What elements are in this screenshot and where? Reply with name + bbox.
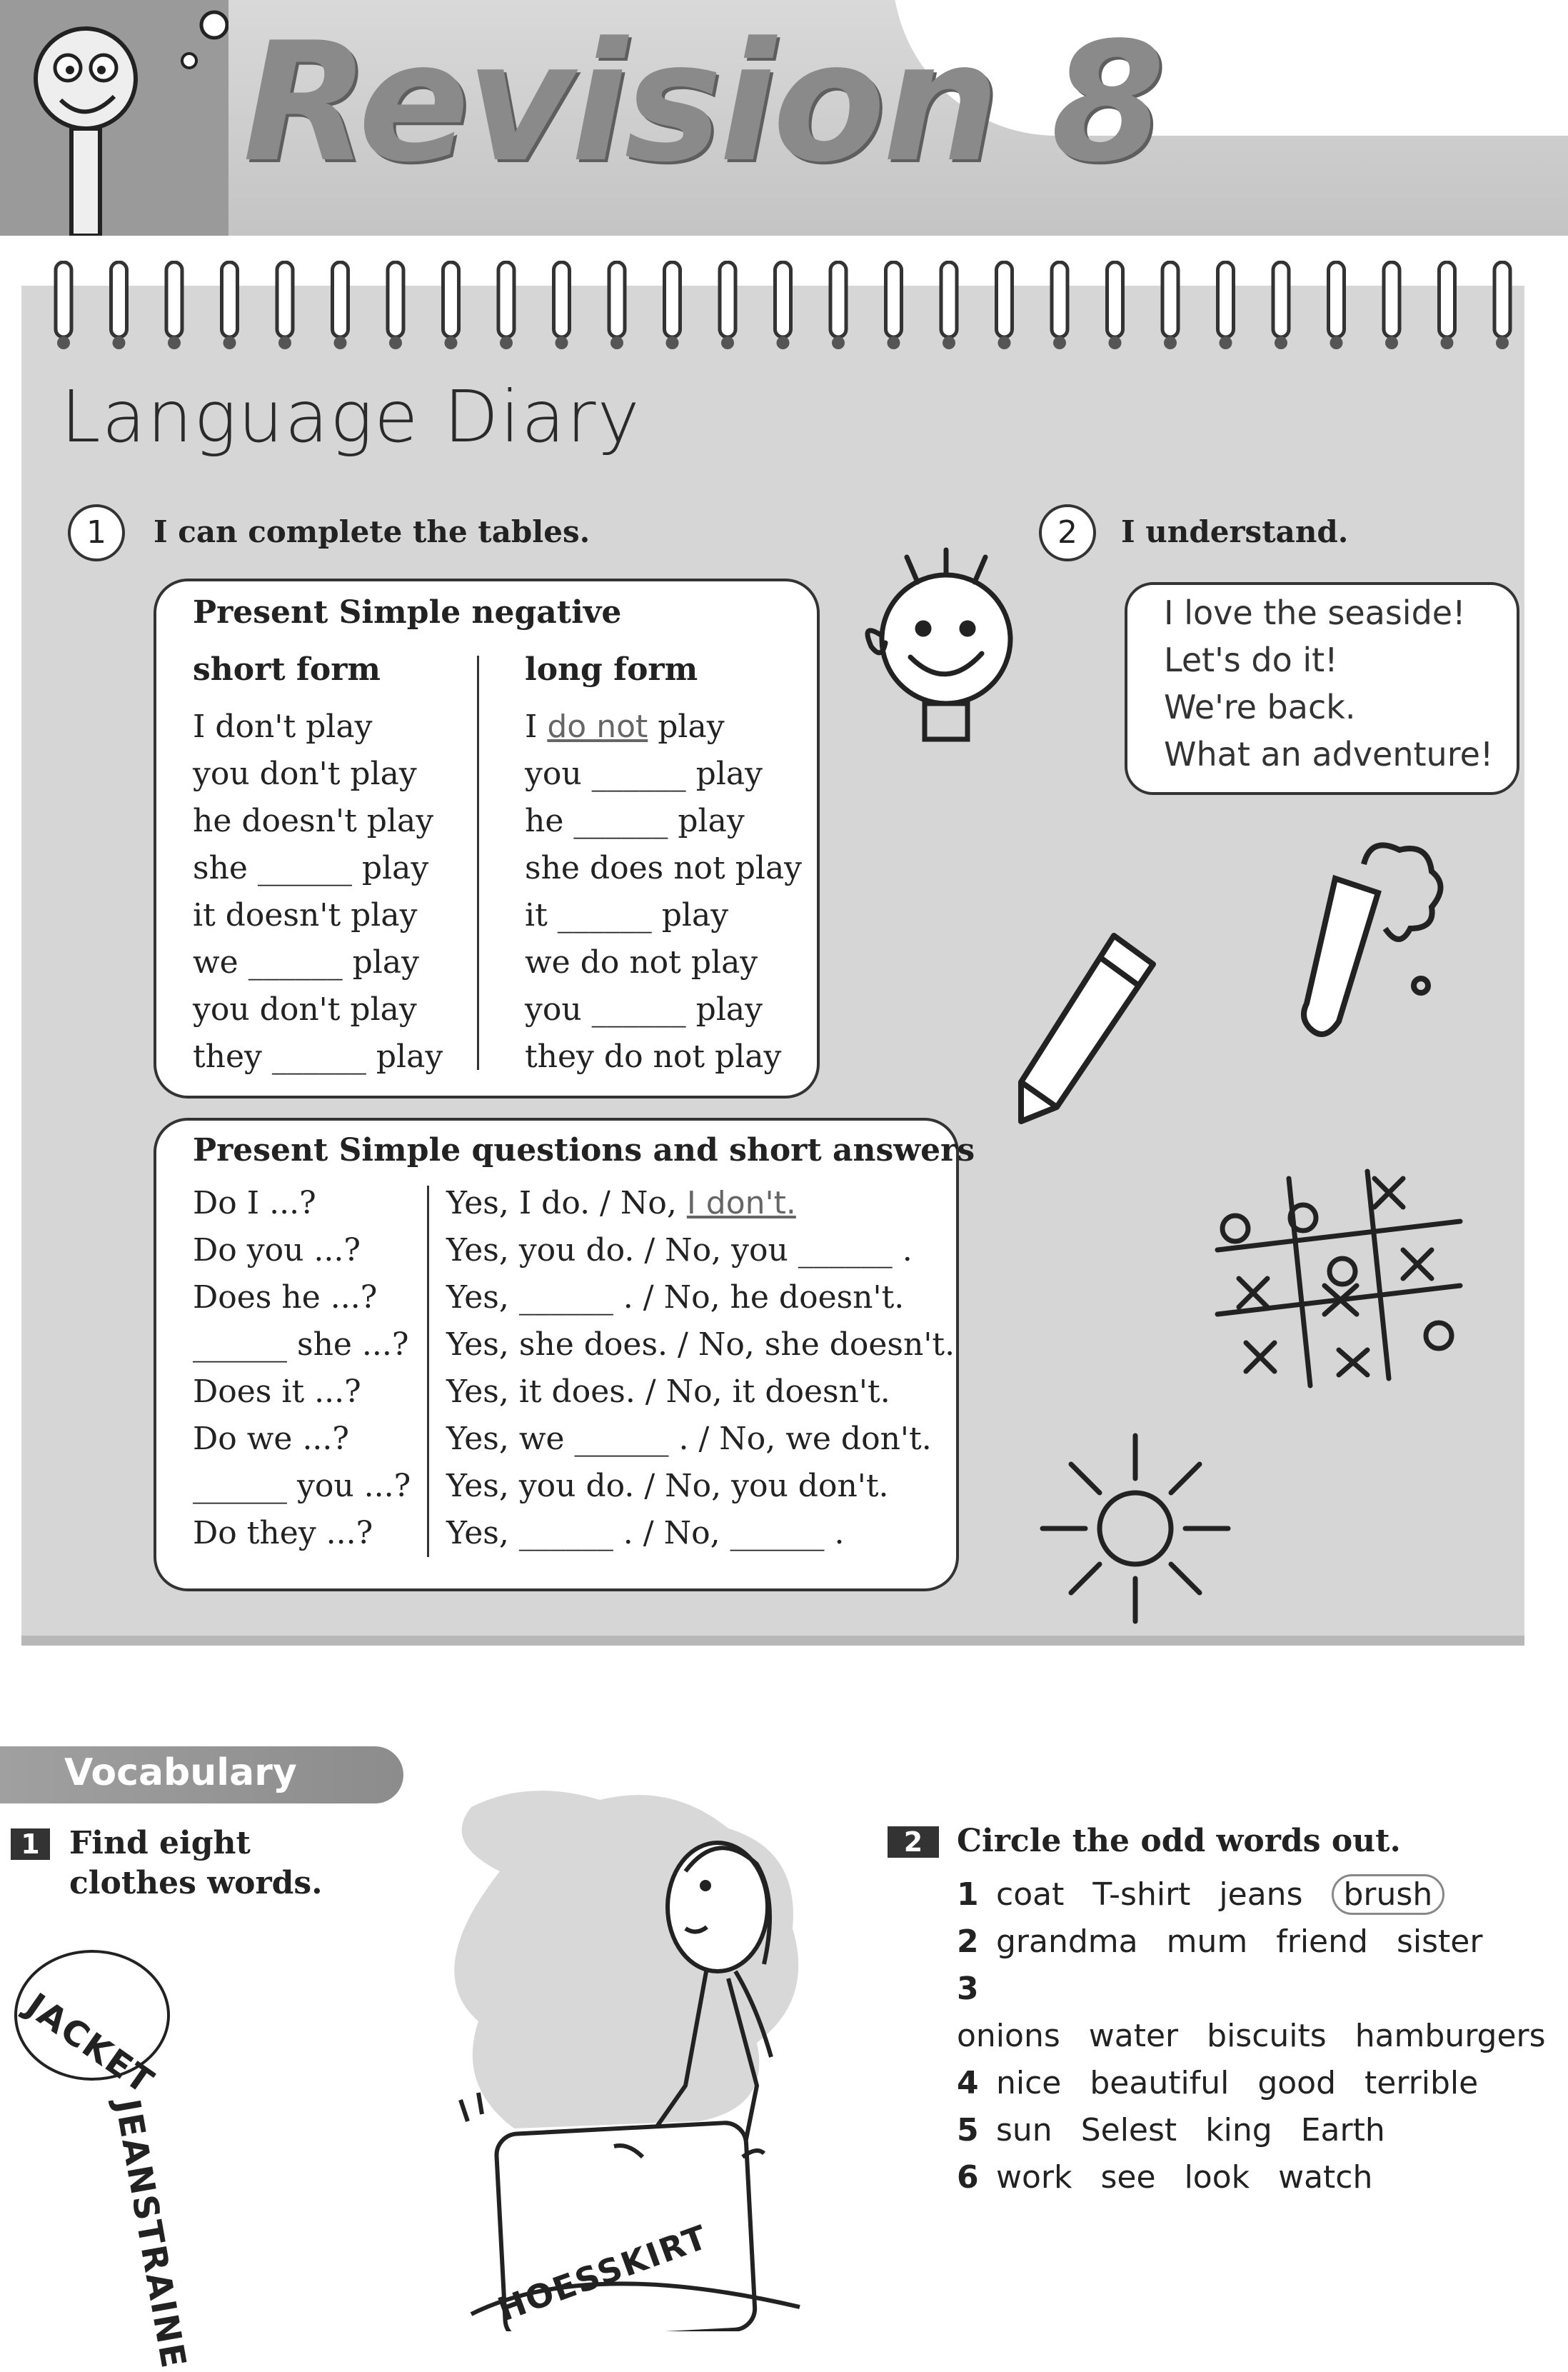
table-row: [446, 1180, 955, 1227]
spiral-ring: [1107, 262, 1123, 337]
odd-words-row: [957, 1918, 1568, 1966]
spiral-hole: [666, 336, 679, 349]
puzzle-word: HOESSKIRT: [493, 2217, 713, 2329]
table-divider: [427, 1186, 429, 1557]
spiral-ring: [111, 262, 127, 337]
section2-label: I understand.: [1121, 514, 1349, 549]
odd-word[interactable]: Earth: [1300, 2112, 1385, 2148]
exercise2-number: 2: [888, 1826, 939, 1858]
row-number: 3: [957, 1971, 979, 2007]
spiral-hole: [1164, 336, 1177, 349]
spiral-hole: [1330, 336, 1343, 349]
spiral-hole: [832, 336, 845, 349]
odd-word[interactable]: work: [996, 2159, 1072, 2196]
short-form-header: short form: [193, 651, 381, 688]
spiral-hole: [556, 336, 568, 349]
answers-column: [446, 1180, 955, 1557]
spiral-ring: [665, 262, 680, 337]
odd-word[interactable]: beautiful: [1090, 2065, 1230, 2101]
odd-words-row: [957, 1871, 1568, 1918]
table-row: she does not play: [525, 850, 803, 886]
table-row: he ______ play: [525, 803, 745, 839]
odd-word[interactable]: look: [1184, 2159, 1250, 2196]
spiral-ring: [941, 262, 957, 337]
spiral-hole: [888, 336, 900, 349]
exercise1-label-line2: clothes words.: [69, 1865, 323, 1901]
table-row: Yes, you do. / No, you ______ .: [446, 1232, 913, 1268]
exercise1-label-line1: Find eight: [69, 1825, 251, 1861]
spiral-ring: [1218, 262, 1234, 337]
exercise1-label: [69, 1823, 323, 1903]
odd-word[interactable]: grandma: [996, 1923, 1138, 1960]
section1-label: I can complete the tables.: [154, 514, 590, 549]
odd-words-row: [957, 2154, 1568, 2201]
spiral-ring: [720, 262, 735, 337]
spiral-hole: [168, 336, 181, 349]
table-row: Do we ...?: [193, 1421, 349, 1457]
odd-word[interactable]: friend: [1276, 1923, 1368, 1960]
odd-words-list: [957, 1871, 1568, 2201]
table-row: Does he ...?: [193, 1279, 378, 1316]
spiral-ring: [886, 262, 902, 337]
vocabulary-title: Vocabulary: [64, 1751, 297, 1794]
spiral-hole: [1385, 336, 1398, 349]
spiral-hole: [777, 336, 790, 349]
smiley-doodle-icon: [839, 543, 1053, 757]
table-row: Yes, you do. / No, you don't.: [446, 1468, 889, 1504]
sun-doodle-icon: [1028, 1421, 1242, 1628]
table-row: you don't play: [193, 991, 417, 1028]
spiral-hole: [389, 336, 402, 349]
spiral-ring: [775, 262, 791, 337]
phrase: I love the seaside!: [1164, 594, 1466, 632]
exercise1-number: 1: [11, 1828, 50, 1860]
table-row: Do they ...?: [193, 1515, 373, 1551]
odd-word[interactable]: Selest: [1080, 2112, 1177, 2148]
spiral-hole: [500, 336, 513, 349]
spiral-ring: [830, 262, 846, 337]
diary-title: Language Diary: [61, 375, 641, 459]
phrase: We're back.: [1164, 688, 1356, 726]
table-row: they ______ play: [193, 1039, 443, 1075]
spiral-ring: [388, 262, 403, 337]
spiral-ring: [1273, 262, 1289, 337]
spiral-hole: [1220, 336, 1232, 349]
spiral-ring: [609, 262, 625, 337]
odd-word[interactable]: good: [1257, 2065, 1337, 2101]
questions-column: [193, 1180, 411, 1557]
odd-words-row: [957, 2060, 1568, 2107]
row-number: 1: [957, 1876, 979, 1913]
spiral-ring: [56, 262, 71, 337]
table-row: he doesn't play: [193, 803, 434, 839]
pencil-doodle-icon: [1000, 921, 1171, 1136]
table-row: Yes, she does. / No, she doesn't.: [446, 1326, 955, 1363]
spiral-ring: [554, 262, 570, 337]
table-row: Yes, we ______ . / No, we don't.: [446, 1421, 932, 1457]
table-row: Do I ...?: [193, 1185, 316, 1221]
odd-word[interactable]: coat: [996, 1876, 1065, 1913]
odd-word[interactable]: T-shirt: [1092, 1876, 1191, 1913]
spiral-ring: [1384, 262, 1399, 337]
table-divider: [477, 656, 479, 1070]
exercise2-label: Circle the odd words out.: [957, 1823, 1401, 1859]
row-number: 6: [957, 2159, 979, 2196]
odd-word[interactable]: terrible: [1365, 2065, 1479, 2101]
short-form-column: [193, 704, 443, 1081]
odd-word[interactable]: brush: [1332, 1874, 1445, 1915]
spiral-hole: [334, 336, 347, 349]
mascot-icon: [0, 0, 228, 236]
odd-word[interactable]: sun: [996, 2112, 1052, 2148]
spiral-hole: [1496, 336, 1509, 349]
odd-word[interactable]: water: [1088, 2018, 1179, 2054]
tic-tac-toe-doodle-icon: [1203, 1164, 1474, 1400]
test-tube-doodle-icon: [1285, 836, 1457, 1050]
odd-word[interactable]: biscuits: [1207, 2018, 1327, 2054]
table-row: you ______ play: [525, 991, 763, 1028]
odd-word[interactable]: hamburgers: [1355, 2018, 1546, 2054]
questions-table-title: Present Simple questions and short answers: [193, 1132, 975, 1169]
long-form-header: long form: [525, 651, 698, 688]
spiral-ring: [498, 262, 514, 337]
odd-word[interactable]: jeans: [1219, 1876, 1303, 1913]
spiral-hole: [721, 336, 734, 349]
spiral-binding: [43, 261, 1521, 354]
spiral-ring: [1329, 262, 1345, 337]
spiral-ring: [166, 262, 182, 337]
puzzle-word: JEANSTRAINE: [106, 2096, 194, 2372]
spiral-hole: [998, 336, 1011, 349]
spiral-hole: [610, 336, 623, 349]
spiral-ring: [1052, 262, 1067, 337]
table-row: Do you ...?: [193, 1232, 361, 1268]
section1-number: 1: [68, 504, 125, 561]
spiral-hole: [278, 336, 291, 349]
table-row: we ______ play: [193, 944, 420, 981]
spiral-ring: [222, 262, 238, 337]
spiral-hole: [1053, 336, 1066, 349]
row-number: 2: [957, 1923, 979, 1960]
girl-suitcase-illustration: [300, 1786, 871, 2331]
odd-word[interactable]: king: [1205, 2112, 1272, 2148]
spiral-ring: [997, 262, 1012, 337]
table-row: she ______ play: [193, 850, 429, 886]
odd-words-row: [957, 1966, 1568, 2060]
spiral-hole: [943, 336, 955, 349]
spiral-ring: [277, 262, 293, 337]
table-row: ______ she ...?: [193, 1326, 409, 1363]
spiral-ring: [333, 262, 348, 337]
long-form-column: [525, 704, 802, 1081]
odd-word[interactable]: sister: [1396, 1923, 1483, 1960]
spiral-hole: [57, 336, 70, 349]
handwritten-answer: do not: [547, 709, 648, 745]
table-row: ______ you ...?: [193, 1468, 411, 1504]
odd-word[interactable]: mum: [1166, 1923, 1248, 1960]
table-row: I don't play: [193, 709, 373, 745]
phrase: What an adventure!: [1164, 735, 1494, 774]
row-prefix: I: [525, 709, 548, 745]
spiral-hole: [445, 336, 458, 349]
page-title: Revision 8: [243, 8, 1163, 199]
table-row: it ______ play: [525, 897, 729, 934]
table-row: Yes, ______ . / No, ______ .: [446, 1515, 845, 1551]
spiral-ring: [1439, 262, 1455, 337]
spiral-ring: [1162, 262, 1178, 337]
spiral-ring: [443, 262, 459, 337]
spiral-hole: [1441, 336, 1454, 349]
row-number: 5: [957, 2112, 979, 2148]
odd-word[interactable]: onions: [957, 2018, 1060, 2054]
section2-number: 2: [1039, 504, 1096, 561]
spiral-hole: [113, 336, 126, 349]
odd-word[interactable]: nice: [996, 2065, 1062, 2101]
table-row: [525, 704, 802, 751]
handwritten-answer: I don't.: [686, 1185, 796, 1221]
table-row: you don't play: [193, 756, 417, 792]
phrases-list: [1164, 589, 1493, 778]
table-row: Yes, it does. / No, it doesn't.: [446, 1373, 890, 1410]
table-row: Does it ...?: [193, 1373, 361, 1410]
spiral-hole: [1109, 336, 1122, 349]
puzzle-word: JACKET: [18, 1986, 161, 2103]
table-row: Yes, ______ . / No, he doesn't.: [446, 1279, 905, 1316]
table-row: we do not play: [525, 944, 758, 981]
row-number: 4: [957, 2065, 979, 2101]
table-row: it doesn't play: [193, 897, 418, 934]
odd-word[interactable]: watch: [1278, 2159, 1373, 2196]
table-row: they do not play: [525, 1039, 782, 1075]
odd-words-row: [957, 2107, 1568, 2154]
odd-word[interactable]: see: [1100, 2159, 1156, 2196]
negative-table-title: Present Simple negative: [193, 594, 622, 631]
table-row: you ______ play: [525, 756, 763, 792]
spiral-hole: [223, 336, 236, 349]
phrase: Let's do it!: [1164, 641, 1338, 679]
row-suffix: play: [648, 709, 725, 745]
row-prefix: Yes, I do. / No,: [446, 1185, 687, 1221]
spiral-hole: [1275, 336, 1287, 349]
spiral-ring: [1494, 262, 1510, 337]
